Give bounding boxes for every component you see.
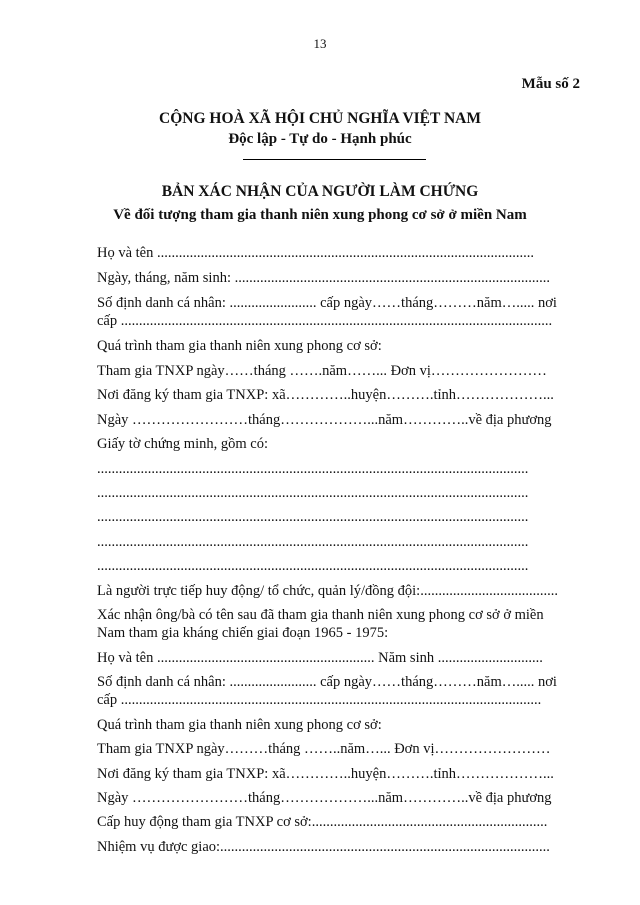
subject-process-heading: Quá trình tham gia thanh niên xung phong cơ sở: <box>97 717 382 733</box>
issue-place-line: cấp ....................................................................................................................... <box>97 313 553 329</box>
evidence-heading: Giấy tờ chứng minh, gồm có: <box>97 436 268 452</box>
form-number: Mẫu số 2 <box>521 76 580 92</box>
evidence-line: ....................................................................................................................... <box>97 461 529 477</box>
nation-heading: CỘNG HOÀ XÃ HỘI CHỦ NGHĨA VIỆT NAM <box>159 110 481 127</box>
page-number: 13 <box>313 36 327 51</box>
confirmation-text: Xác nhận ông/bà có tên sau đã tham gia thanh niên xung phong cơ sở ở miền <box>97 607 544 623</box>
witness-role-line: Là người trực tiếp huy động/ tổ chức, quản lý/đồng đội:...................................... <box>97 583 558 599</box>
registration-place-line: Nơi đăng ký tham gia TNXP: xã…………..huyện……….tỉnh………………... <box>97 387 554 403</box>
document-title: BẢN XÁC NHẬN CỦA NGƯỜI LÀM CHỨNG <box>161 183 479 200</box>
return-date-line: Ngày ……………………tháng………………...năm…………..về địa phương <box>97 412 552 428</box>
confirmation-text-cont: Nam tham gia kháng chiến giai đoạn 1965 - 1975: <box>97 625 389 641</box>
subject-registration-line: Nơi đăng ký tham gia TNXP: xã…………..huyện……….tỉnh………………... <box>97 766 554 782</box>
subject-return-line: Ngày ……………………tháng………………...năm…………..về địa phương <box>97 790 552 806</box>
birth-date-line: Ngày, tháng, năm sinh: ....................................................................................... <box>97 270 550 286</box>
motto: Độc lập - Tự do - Hạnh phúc <box>228 131 412 147</box>
full-name-line: Họ và tên ........................................................................................................ <box>97 245 534 261</box>
document-subtitle: Về đối tượng tham gia thanh niên xung phong cơ sở ở miền Nam <box>113 207 527 223</box>
heading-divider <box>243 159 426 160</box>
mobilization-level-line: Cấp huy động tham gia TNXP cơ sở:................................................................. <box>97 814 548 830</box>
subject-issue-place-line: cấp .................................................................................................................... <box>97 692 542 708</box>
process-heading: Quá trình tham gia thanh niên xung phong cơ sở: <box>97 338 382 354</box>
subject-join-date-line: Tham gia TNXP ngày………tháng ……..năm…... Đơn vị…………………… <box>97 741 551 757</box>
join-date-line: Tham gia TNXP ngày……tháng …….năm……... Đơn vị…………………… <box>97 363 547 379</box>
evidence-line: ....................................................................................................................... <box>97 485 529 501</box>
evidence-line: ....................................................................................................................... <box>97 558 529 574</box>
evidence-line: ....................................................................................................................... <box>97 534 529 550</box>
subject-id-line: Số định danh cá nhân: ........................ cấp ngày……tháng………năm…..... nơi <box>97 674 557 690</box>
evidence-line: ....................................................................................................................... <box>97 509 529 525</box>
assigned-task-line: Nhiệm vụ được giao:........................................................................................... <box>97 839 550 855</box>
personal-id-line: Số định danh cá nhân: ........................ cấp ngày……tháng………năm…..... nơi <box>97 295 557 311</box>
subject-name-line: Họ và tên ............................................................ Năm sinh ............................. <box>97 650 543 666</box>
